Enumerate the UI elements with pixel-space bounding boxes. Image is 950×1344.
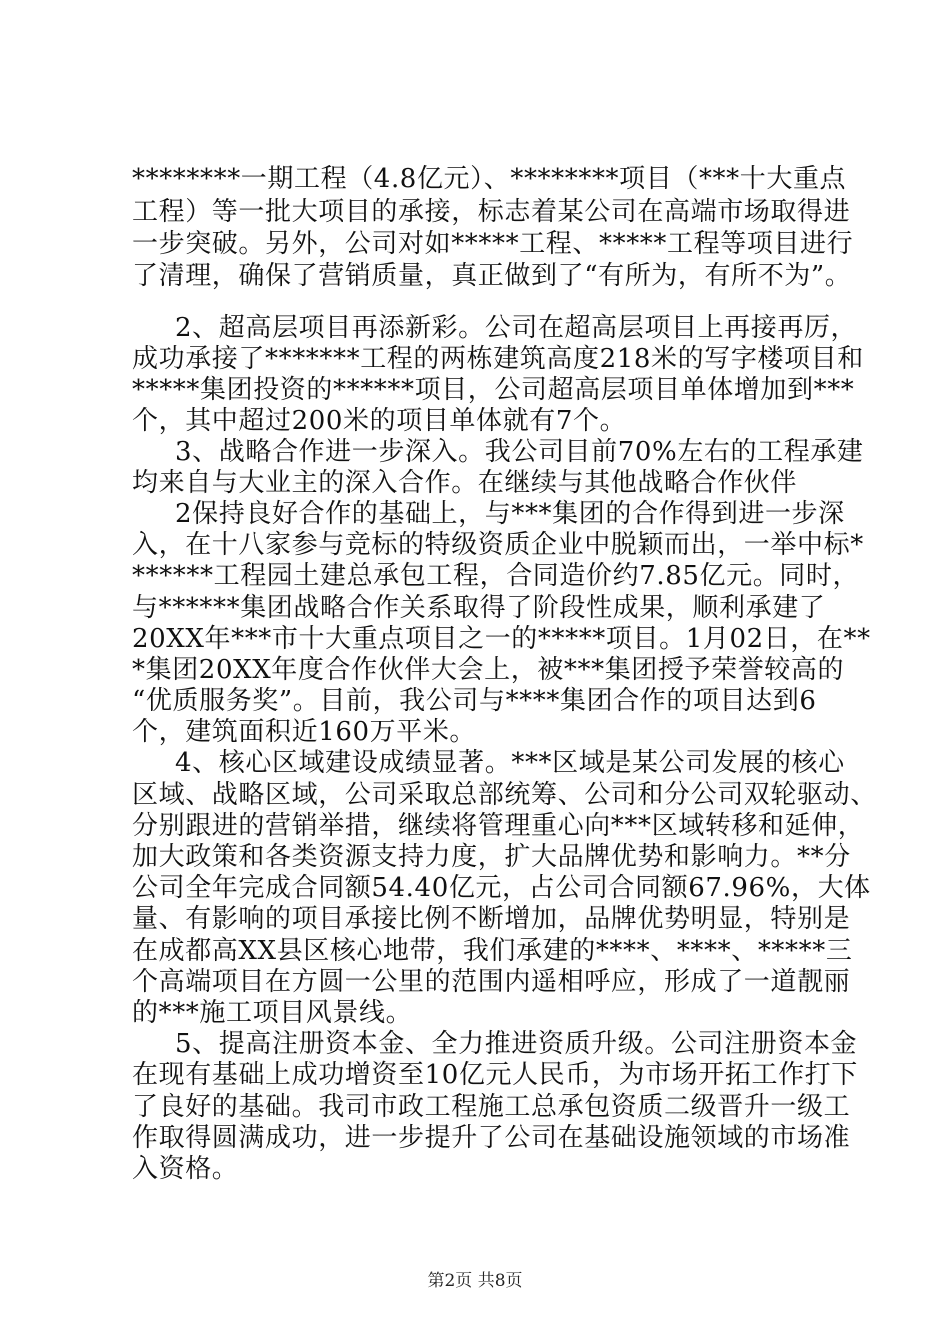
text-line: 5、提高注册资本金、全力推进资质升级。公司注册资本金 — [175, 1029, 858, 1059]
text-line: 公司全年完成合同额54.40亿元，占公司合同额67.96%，大体 — [132, 873, 871, 903]
text-line: ******工程园土建总承包工程，合同造价约7.85亿元。同时， — [132, 561, 860, 591]
text-line: “优质服务奖”。目前，我公司与****集团合作的项目达到6 — [132, 686, 817, 716]
text-line: 均来自与大业主的深入合作。在继续与其他战略合作伙伴 — [132, 468, 798, 498]
text-line: 个高端项目在方圆一公里的范围内遥相呼应，形成了一道靓丽 — [132, 967, 851, 997]
text-line: 加大政策和各类资源支持力度，扩大品牌优势和影响力。**分 — [132, 842, 851, 872]
text-line: 与******集团战略合作关系取得了阶段性成果，顺利承建了 — [132, 593, 826, 623]
text-line: 个，其中超过200米的项目单体就有7个。 — [132, 406, 627, 436]
text-line: 个，建筑面积近160万平米。 — [132, 717, 477, 747]
text-line: 成功承接了*******工程的两栋建筑高度218米的写字楼项目和 — [132, 344, 864, 374]
text-line: 入，在十八家参与竞标的特级资质企业中脱颖而出，一举中标* — [132, 530, 864, 560]
text-line: 的***施工项目风景线。 — [132, 998, 413, 1028]
text-line: 在现有基础上成功增资至10亿元人民币，为市场开拓工作打下 — [132, 1060, 858, 1090]
text-line: 了良好的基础。我司市政工程施工总承包资质二级晋升一级工 — [132, 1092, 851, 1122]
text-line: 20XX年***市十大重点项目之一的*****项目。1月02日，在** — [132, 624, 871, 654]
text-line: *集团20XX年度合作伙伴大会上，被***集团授予荣誉较高的 — [132, 655, 845, 685]
text-line: 4、核心区域建设成绩显著。***区域是某公司发展的核心 — [175, 748, 845, 778]
text-line: 区域、战略区域，公司采取总部统筹、公司和分公司双轮驱动、 — [132, 780, 877, 810]
text-line: 工程）等一批大项目的承接，标志着某公司在高端市场取得进 — [132, 197, 851, 227]
text-line: 量、有影响的项目承接比例不断增加，品牌优势明显，特别是 — [132, 904, 851, 934]
text-line: 在成都高XX县区核心地带，我们承建的****、****、*****三 — [132, 936, 853, 966]
page-number-footer: 第2页 共8页 — [427, 1271, 523, 1291]
text-line: 分别跟进的营销举措，继续将管理重心向***区域转移和延伸， — [132, 811, 865, 841]
text-line: 2保持良好合作的基础上，与***集团的合作得到进一步深 — [175, 499, 845, 529]
text-line: 3、战略合作进一步深入。我公司目前70%左右的工程承建 — [175, 437, 864, 467]
text-line: 2、超高层项目再添新彩。公司在超高层项目上再接再厉， — [175, 313, 858, 343]
text-line: 了清理，确保了营销质量，真正做到了“有所为，有所不为”。 — [132, 261, 852, 291]
text-line: 一步突破。另外，公司对如*****工程、*****工程等项目进行 — [132, 229, 854, 259]
text-line: 入资格。 — [132, 1154, 239, 1184]
text-line: *****集团投资的******项目，公司超高层项目单体增加到*** — [132, 375, 855, 405]
text-line: 作取得圆满成功，进一步提升了公司在基础设施领域的市场准 — [132, 1123, 851, 1153]
text-line: ********一期工程（4.8亿元）、********项目（***十大重点 — [132, 164, 847, 194]
